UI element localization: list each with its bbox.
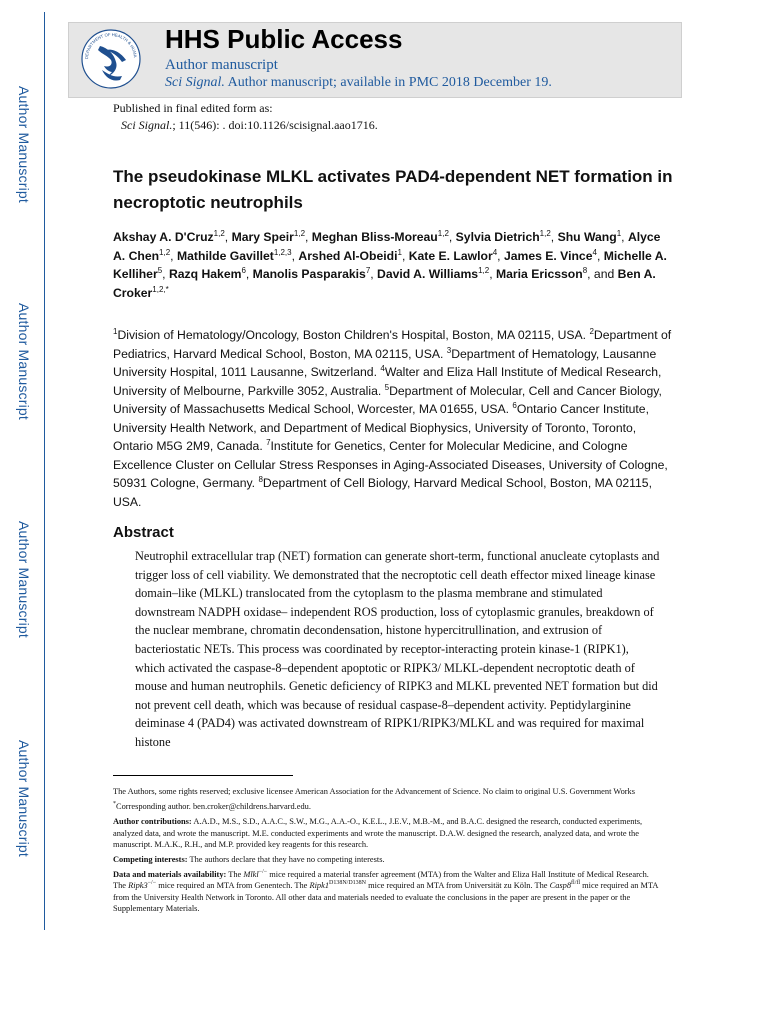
- author-name: Akshay A. D'Cruz: [113, 230, 214, 244]
- data-text: mice required an MTA from Genentech. The: [156, 881, 310, 891]
- sidebar-label: Author Manuscript: [16, 740, 32, 858]
- affiliation-number: 2: [589, 326, 594, 336]
- author-name: James E. Vince: [503, 248, 593, 263]
- author-affiliation-sup: 5: [157, 265, 163, 275]
- competing-text: The authors declare that they have no competing interests.: [187, 855, 385, 865]
- sidebar-label: Author Manuscript: [16, 86, 32, 204]
- author-affiliation-sup: 6: [241, 265, 246, 275]
- author-affiliation-sup: 1,2: [478, 265, 490, 275]
- corresponding-note: [113, 801, 658, 812]
- affiliation-text: Institute for Genetics, Center for Molecular Medicine, and Cologne Excellence Cluster on Cellular Stress Responses in Aging-Associated Diseases, University of Cologne, 50931 Cologne, Germany.: [113, 439, 668, 490]
- seal-ring-text: DEPARTMENT OF HEALTH & HUMA: [83, 31, 138, 60]
- affiliation-text: Division of Hematology/Oncology, Boston Children's Hospital, Boston, MA 02115, USA.: [117, 328, 590, 342]
- genotype-sup: −/−: [147, 880, 157, 887]
- article-title: The pseudokinase MLKL activates PAD4-dependent NET formation in necroptotic neutrophils: [113, 167, 673, 212]
- affiliation-number: 3: [446, 345, 452, 355]
- data-availability-label: Data and materials availability:: [113, 870, 227, 880]
- author-affiliation-sup: 1,2: [437, 228, 449, 238]
- author-name: David A. Williams: [377, 267, 479, 281]
- sidebar-label: Author Manuscript: [16, 521, 32, 639]
- author-name: Kate E. Lawlor: [408, 248, 493, 263]
- sidebar-divider: [44, 12, 45, 930]
- affiliation-number: 6: [512, 400, 517, 410]
- author-affiliation-sup: 1,2,3: [273, 247, 292, 257]
- affiliation-number: 7: [266, 437, 271, 447]
- contributions-text: A.A.D., M.S., S.D., A.A.C., S.W., M.G., A.A.-O., K.E.L., J.E.V., M.B.-M., and B.A.C. designed the research, conducted experiments, analyzed data, and wrote the manuscript. M.E. conducted experiments and wrote the manuscript. D.A.W. designed the research, analyzed data, and wrote the manuscript. M.A.K., R.H., and M.P. provided key reagents for this research.: [113, 817, 643, 849]
- competing-note: [113, 854, 658, 865]
- journal-name: Sci Signal.: [165, 75, 225, 90]
- affiliation-number: 5: [384, 382, 390, 392]
- corresponding-text: Corresponding author. ben.croker@childrens.harvard.edu.: [116, 802, 311, 812]
- data-text: mice required an MTA from Universität zu Köln. The: [366, 881, 550, 891]
- author-name: Manolis Pasparakis: [252, 267, 366, 281]
- author-affiliation-sup: 1,2: [293, 228, 306, 238]
- data-text: mice required a material transfer agreement (MTA) from the Walter and Eliza Hall Institute of Medical Research. The: [113, 870, 649, 891]
- author-name: Michelle A. Kelliher: [113, 248, 667, 281]
- author-name: Maria Ericsson: [495, 267, 583, 281]
- footnotes: [113, 786, 658, 918]
- published-label: Published in final edited form as:: [113, 101, 273, 115]
- affiliation-text: Walter and Eliza Hall Institute of Medical Research, University of Melbourne, Parkville 3052, Australia.: [113, 365, 662, 398]
- author-affiliation-sup: 1,2,*: [152, 284, 169, 294]
- data-availability-note: [113, 869, 658, 914]
- publication-info: [113, 100, 378, 134]
- availability-text: Author manuscript; available in PMC 2018 December 19.: [227, 75, 552, 90]
- author-manuscript-sidebar: [0, 0, 50, 940]
- affiliation-text: Department of Molecular, Cell and Cancer Biology, University of Massachusetts Medical School, Worcester, MA 01655, USA.: [113, 383, 662, 416]
- author-name: Mary Speir: [231, 230, 294, 244]
- contributions-note: [113, 816, 658, 850]
- author-list: Akshay A. D'Cruz$^{1,2}$, Mary Speir$^{1,2}$, Meghan Bliss-Moreau$^{1,2}$, Sylvia Dietrich$^{1,2}$, Shu Wang$^1$, Alyce A. Chen$^{1,2}$, Mathilde Gavillet$^{1,2,3}$, Arshed Al-Obeidi$^1$, Kate E. Lawlor$^4$, James E. Vince$^4$, Michelle A. Kelliher$^5$, Razq Hakem$^6$, Manolis Pasparakis$^7$, David A. Williams$^{1,2}$, Maria Ericsson$^8$, and Ben A. Croker$^{1,2,*}$: [113, 228, 667, 300]
- author-name: Mathilde Gavillet: [176, 248, 274, 263]
- gene-name: Ripk1: [309, 881, 330, 891]
- affiliation-text: Department of Pediatrics, Harvard Medical School, Boston, MA 02115, USA.: [113, 328, 672, 361]
- gene-name: Mlkl: [243, 870, 259, 880]
- genotype-sup: fl/fl: [571, 880, 581, 887]
- abstract-body: Neutrophil extracellular trap (NET) formation can generate short-term, functional anucleate cytoplasts and trigger loss of cell viability. We demonstrated that the necroptotic cell death effector mixed lineage kinase domain–like (MLKL) translocated from the cytoplasm to the plasma membrane and stimulated downstream NADPH oxidase– independent ROS production, loss of cytoplasmic granules, breakdown of the nuclear membrane, chromatin decondensation, histone hypercitrullination, and extrusion of bacteriostatic NETs. This process was coordinated by receptor-interacting protein kinase-1 (RIPK1), which activated the caspase-8–dependent apoptotic or RIPK3/ MLKL-dependent necroptotic death of mouse and human neutrophils. Genetic deficiency of RIPK3 and MLKL prevented NET formation but did not prevent cell death, which was because of residual caspase-8–dependent activity. Peptidylarginine deiminase 4 (PAD4) was activated downstream of RIPK1/RIPK3/MLKL and was required for maximal histone: [135, 549, 660, 749]
- author-affiliation-sup: 4: [492, 247, 498, 257]
- data-text: mice required an MTA from the University Health Network in Toronto. All other data and materials needed to evaluate the conclusions in the paper are present in the paper or the Supplementary Materials.: [113, 881, 658, 913]
- affiliations: [113, 326, 673, 511]
- author-name: Meghan Bliss-Moreau: [311, 230, 438, 244]
- author-manuscript-label: Author manuscript: [165, 57, 278, 73]
- author-affiliation-sup: 1,2: [159, 247, 171, 257]
- citation-text: ; 11(546): . doi:10.1126/scisignal.aao1716.: [172, 118, 378, 132]
- corresponding-mark: *: [113, 801, 116, 808]
- affiliation-text: Ontario Cancer Institute, University Health Network, and Department of Medical Biophysics, University of Toronto, Toronto, Ontario M5G 2M9, Canada.: [113, 402, 649, 453]
- genotype-sup: D138N/D138N: [329, 880, 367, 887]
- author-name: Razq Hakem: [168, 267, 242, 281]
- data-text: The: [226, 870, 244, 880]
- affiliation-text: Department of Cell Biology, Harvard Medical School, Boston, MA 02115, USA.: [113, 476, 652, 509]
- author-name: Sylvia Dietrich: [455, 230, 540, 244]
- author-affiliation-sup: 1,2: [213, 228, 225, 238]
- affiliation-number: 4: [380, 363, 385, 373]
- contributions-label: Author contributions:: [113, 817, 192, 827]
- gene-name: Ripk3: [128, 881, 148, 891]
- abstract-heading: Abstract: [113, 524, 174, 541]
- hhs-eagle-seal-icon: [80, 28, 142, 90]
- rights-note: The Authors, some rights reserved; exclusive licensee American Association for the Advancement of Science. No claim to original U.S. Government Works: [113, 787, 636, 796]
- author-affiliation-sup: 7: [365, 265, 371, 275]
- genotype-sup: −/−: [258, 869, 268, 876]
- author-affiliation-sup: 1: [616, 228, 622, 238]
- author-affiliation-sup: 8: [582, 265, 588, 275]
- author-affiliation-sup: 1,2: [539, 228, 551, 238]
- affiliation-text: Department of Hematology, Lausanne University Hospital, 1011 Lausanne, Switzerland.: [113, 346, 657, 379]
- competing-label: Competing interests:: [113, 855, 188, 865]
- affiliation-number: 1: [113, 326, 118, 336]
- availability-line: [165, 75, 552, 91]
- author-affiliation-sup: 1: [397, 247, 402, 257]
- author-affiliation-sup: 4: [592, 247, 597, 257]
- footnote-rule: [113, 775, 293, 776]
- author-name: Alyce A. Chen: [113, 230, 661, 263]
- author-name: Shu Wang: [557, 230, 617, 244]
- citation-journal: Sci Signal.: [121, 118, 173, 132]
- hhs-public-access-title: HHS Public Access: [165, 24, 403, 54]
- citation-line: [113, 117, 378, 134]
- author-name: Ben A. Croker: [113, 267, 656, 300]
- affiliation-number: 8: [258, 474, 263, 484]
- gene-name: Casp8: [549, 881, 572, 891]
- sidebar-label: Author Manuscript: [16, 303, 32, 421]
- author-name: Arshed Al-Obeidi: [298, 248, 398, 263]
